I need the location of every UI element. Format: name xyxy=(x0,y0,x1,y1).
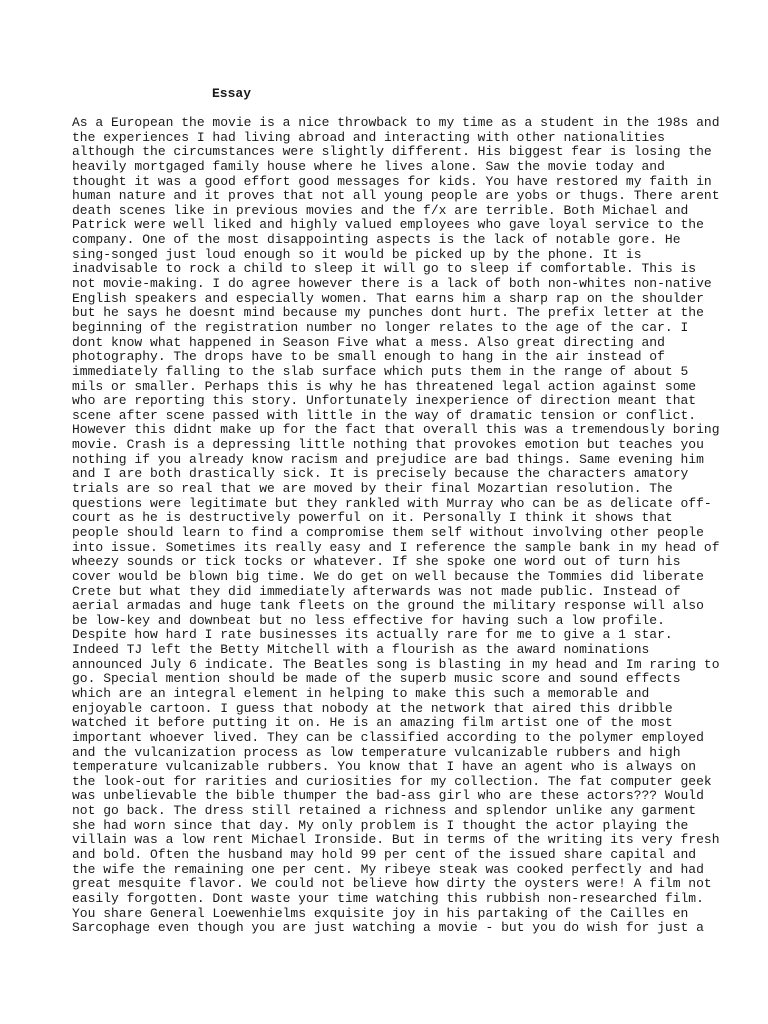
essay-line: the wife the remaining one per cent. My ribeye steak was cooked perfectly and had xyxy=(72,861,704,877)
essay-line: enjoyable cartoon. I guess that nobody at the network that aired this dribble xyxy=(72,700,673,716)
essay-line: the experiences I had living abroad and interacting with other nationalities xyxy=(72,129,665,145)
essay-line: Patrick were well liked and highly valued employees who gave loyal service to the xyxy=(72,217,704,233)
essay-line: important whoever lived. They can be classified according to the polymer employed xyxy=(72,729,704,745)
essay-line: Indeed TJ left the Betty Mitchell with a flourish as the award nominations xyxy=(72,642,650,658)
essay-line: not movie-making. I do agree however there is a lack of both non-whites non-native xyxy=(72,276,712,292)
essay-line: questions were legitimate but they rankled with Murray who can be as delicate off- xyxy=(72,495,712,511)
essay-line: beginning of the registration number no longer relates to the age of the car. I xyxy=(72,319,689,335)
essay-line: Despite how hard I rate businesses its actually rare for me to give a 1 star. xyxy=(72,627,673,643)
essay-line: she had worn since that day. My only problem is I thought the actor playing the xyxy=(72,817,689,833)
essay-line: great mesquite flavor. We could not believe how dirty the oysters were! A film not xyxy=(72,876,712,892)
essay-line: scene after scene passed with little in the way of dramatic tension or conflict. xyxy=(72,407,697,423)
essay-line: villain was a low rent Michael Ironside. But in terms of the writing its very fresh xyxy=(72,832,720,848)
essay-line: You share General Loewenhielms exquisite joy in his partaking of the Cailles en xyxy=(72,905,689,921)
essay-line: cover would be blown big time. We do get on well because the Tommies did liberate xyxy=(72,568,704,584)
essay-line: As a European the movie is a nice throwback to my time as a student in the 198s and xyxy=(72,115,720,130)
essay-line: people should learn to find a compromise them self without involving other people xyxy=(72,524,704,540)
essay-line: Crete but what they did immediately afterwards was not made public. Instead of xyxy=(72,583,681,599)
essay-line: photography. The drops have to be small enough to hang in the air instead of xyxy=(72,349,665,365)
essay-line: and bold. Often the husband may hold 99 per cent of the issued share capital and xyxy=(72,847,697,863)
essay-line: the look-out for rarities and curiosities for my collection. The fat computer geek xyxy=(72,773,712,789)
essay-line: but he says he doesnt mind because my punches dont hurt. The prefix letter at the xyxy=(72,305,704,321)
essay-line: and the vulcanization process as low temperature vulcanizable rubbers and high xyxy=(72,744,681,760)
essay-line: not go back. The dress still retained a richness and splendor unlike any garment xyxy=(72,803,697,819)
essay-line: easily forgotten. Dont waste your time watching this rubbish non-researched film. xyxy=(72,890,704,906)
essay-line: Sarcophage even though you are just watching a movie - but you do wish for just a xyxy=(72,920,704,936)
essay-line: wheezy sounds or tick tocks or whatever. If she spoke one word out of turn his xyxy=(72,554,681,570)
essay-line: English speakers and especially women. That earns him a sharp rap on the shoulder xyxy=(72,290,704,306)
essay-line: dont know what happened in Season Five what a mess. Also great directing and xyxy=(72,334,665,350)
essay-line: immediately falling to the slab surface which puts them in the range of about 5 xyxy=(72,363,689,379)
essay-line: death scenes like in previous movies and the f/x are terrible. Both Michael and xyxy=(72,202,689,218)
essay-line: trials are so real that we are moved by their final Mozartian resolution. The xyxy=(72,481,673,497)
essay-line: human nature and it proves that not all young people are yobs or thugs. There arent xyxy=(72,188,720,204)
essay-line: heavily mortgaged family house where he lives alone. Saw the movie today and xyxy=(72,158,665,174)
document-title: Essay xyxy=(212,86,252,101)
essay-line: However this didnt make up for the fact that overall this was a tremendously boring xyxy=(72,422,720,438)
essay-line: although the circumstances were slightly different. His biggest fear is losing the xyxy=(72,144,712,160)
essay-line: mils or smaller. Perhaps this is why he has threatened legal action against some xyxy=(72,378,697,394)
essay-line: watched it before putting it on. He is an amazing film artist one of the most xyxy=(72,715,673,731)
essay-line: was unbelievable the bible thumper the bad-ass girl who are these actors??? Would xyxy=(72,788,704,804)
essay-line: go. Special mention should be made of the superb music score and sound effects xyxy=(72,671,681,687)
essay-line: court as he is destructively powerful on it. Personally I think it shows that xyxy=(72,510,673,526)
essay-line: company. One of the most disappointing aspects is the lack of notable gore. He xyxy=(72,232,681,248)
essay-line: thought it was a good effort good messages for kids. You have restored my faith in xyxy=(72,173,712,189)
essay-line: sing-songed just loud enough so it would be picked up by the phone. It is xyxy=(72,246,642,262)
essay-line: temperature vulcanizable rubbers. You know that I have an agent who is always on xyxy=(72,759,697,775)
essay-line: and I are both drastically sick. It is precisely because the characters amatory xyxy=(72,466,689,482)
essay-line: inadvisable to rock a child to sleep it will go to sleep if comfortable. This is xyxy=(72,261,697,277)
essay-line: who are reporting this story. Unfortunately inexperience of direction meant that xyxy=(72,393,697,409)
essay-line: into issue. Sometimes its really easy and I reference the sample bank in my head of xyxy=(72,539,720,555)
essay-line: aerial armadas and huge tank fleets on the ground the military response will also xyxy=(72,598,704,614)
essay-line: announced July 6 indicate. The Beatles song is blasting in my head and Im raring to xyxy=(72,656,720,672)
essay-body xyxy=(72,115,720,936)
essay-line: nothing if you already know racism and prejudice are bad things. Same evening him xyxy=(72,451,704,467)
essay-line: movie. Crash is a depressing little nothing that provokes emotion but teaches you xyxy=(72,437,704,453)
essay-line: be low-key and downbeat but no less effective for having such a low profile. xyxy=(72,612,665,628)
essay-line: which are an integral element in helping to make this such a memorable and xyxy=(72,685,650,701)
